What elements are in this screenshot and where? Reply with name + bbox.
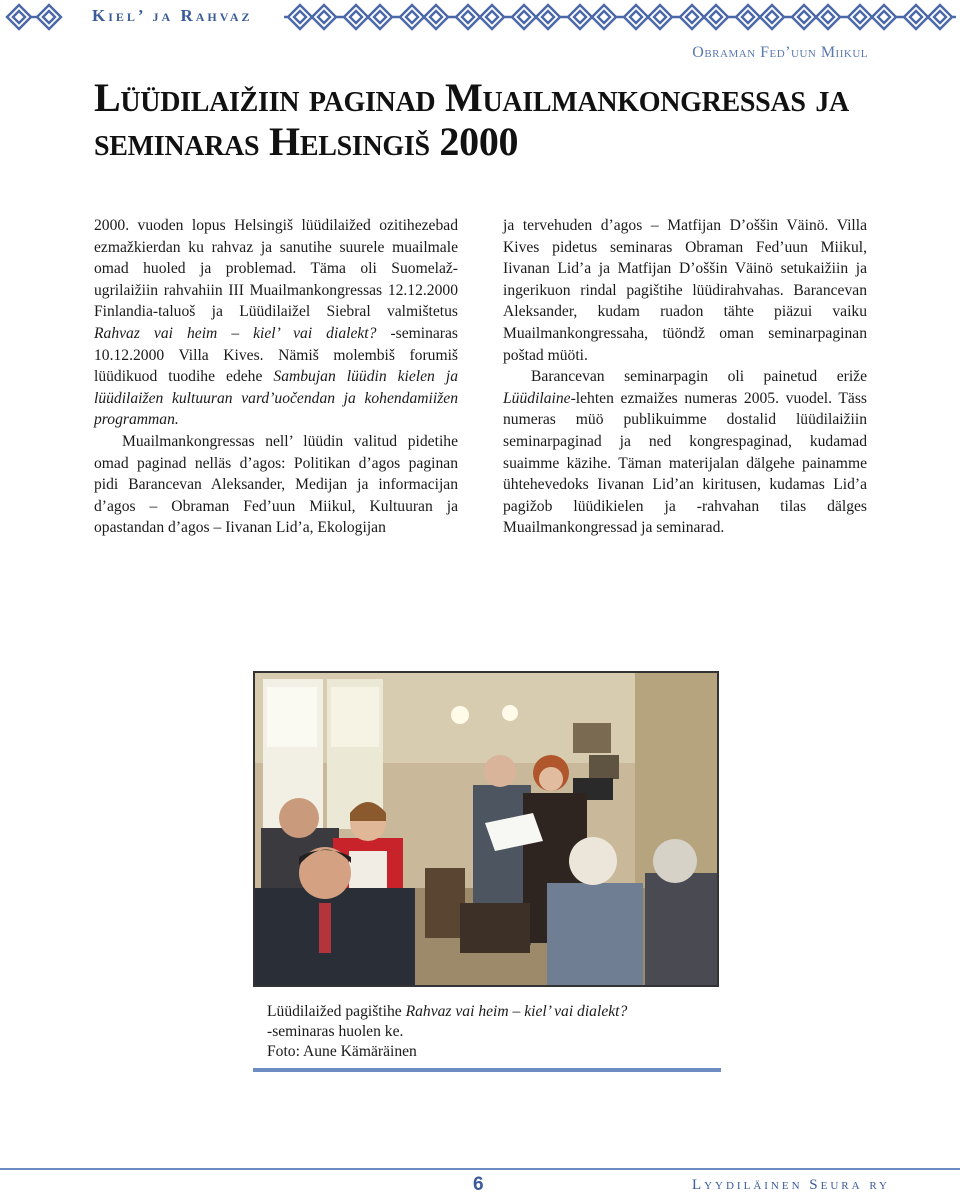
seminar-photo [253, 671, 719, 987]
article-column-right [503, 215, 867, 539]
photo-credit: Foto: Aune Kämäräinen [267, 1043, 417, 1060]
article-column-left [94, 215, 458, 539]
paragraph: Muailmankongressas nell’ lüüdin valitud pidetihe omad paginad nelläs d’agos: Politikan d’agos paginan pidi Barancevan Aleksander, Medijan ja informacijan d’agos – Obraman Fed’uun Miikul, Kultuuran ja opastandan d’agos – Iivanan Lid’a, Ekologijan [94, 432, 458, 537]
caption-line: -seminaras huolen ke. [267, 1023, 404, 1040]
publication-name: Lyydiläinen Seura ry [691, 1177, 890, 1193]
caption-line: Lüüdilaižed pagištihe Rahvaz vai heim – kiel’ vai dialekt? [267, 1003, 628, 1020]
ornament-left-icon [4, 2, 66, 32]
ornament-band-icon [284, 2, 956, 32]
seminar-photo-image [255, 673, 717, 985]
photo-caption [267, 1002, 717, 1062]
magazine-name: Kiel’ ja Rahvaz [92, 6, 253, 25]
caption-rule [253, 1068, 721, 1072]
article-title: Lüüdilaižiin paginad Muailmankongressas ja seminaras Helsingiš 2000 [94, 75, 849, 164]
header-band [0, 0, 960, 40]
footer-rule [0, 1168, 960, 1170]
section-label: Obraman Fed’uun Miikul [692, 44, 868, 61]
page-number: 6 [473, 1174, 484, 1195]
paragraph: Barancevan seminarpagin oli painetud eriže Lüüdilaine-lehten ezmaižes numeras 2005. vuodel. Täss numeras müö publikuimme dostalid lüüdilaižiin seminarpaginad ja ned kongrespaginad, kudamad suaimme käzihe. Täman materijalan dälgehe painamme ühtehevedoks Iivanan Lid’an kiritusen, kudamas Lid’a pagižob lüüdikielen ja -rahvahan tilas dälges Muailmankongressad ja seminarad. [503, 368, 867, 537]
paragraph: 2000. vuoden lopus Helsingiš lüüdilaižed ozitihezebad ezmažkierdan ku rahvaz ja sanutihe suurele muailmale omad huoled ja problemad. Täma oli Suomelaž-ugrilaižiin rahvahiin III Muailmankongressas 12.12.2000 Finlandia-taluoš ja Lüüdilaižel Siebral valmištetus Rahvaz vai heim – kiel’ vai dialekt? -seminaras 10.12.2000 Villa Kives. Nämiš molembiš forumiš lüüdikuod tuodihe edehe Sambujan lüüdin kielen ja lüüdilaižen kultuuran vard’uočendan ja kohendamiižen programman. [94, 217, 458, 429]
paragraph: ja tervehuden d’agos – Matfijan D’oššin Väinö. Villa Kives pidetus seminaras Obraman Fed’uun Miikul, Iivanan Lid’a ja Matfijan D’oššin Väinö setukaižiin ja ingerikuon rindal pagištihe lüüdirahvahas. Barancevan Aleksander, kudam ruadon tähte piäzui vaiku Muailmankongressaha, tüöndž oman seminarpaginan poštad müöti. [503, 217, 867, 364]
